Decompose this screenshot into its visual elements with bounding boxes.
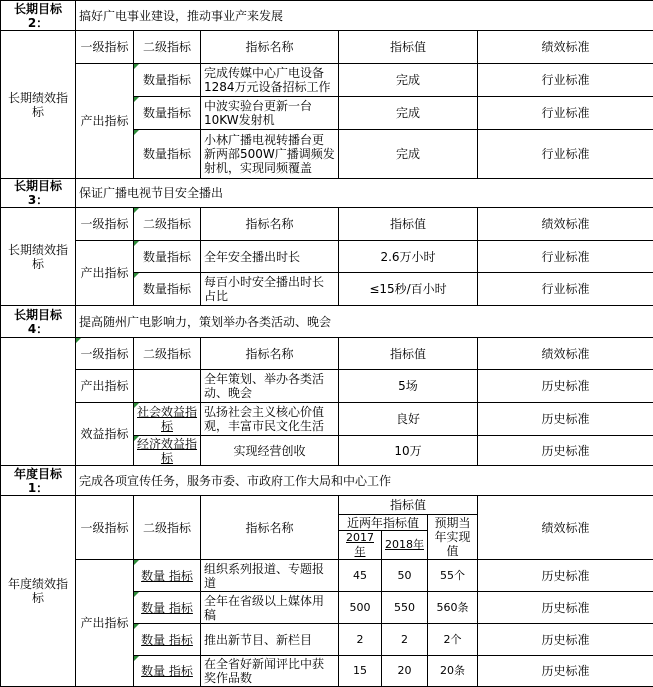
goal4-row3-l2: 经济效益指标 <box>134 436 201 466</box>
goal3-row2-name: 每百小时安全播出时长占比 <box>201 273 339 306</box>
annual1-header-standard: 绩效标准 <box>478 496 653 560</box>
goal3-text: 保证广播电视节目安全播出 <box>76 179 653 208</box>
annual1-row3-l2: 数量 指标 <box>134 624 201 656</box>
goal4-text: 提高随州广电影响力，策划举办各类活动、晚会 <box>76 306 653 338</box>
annual1-year2: 2018年 <box>382 531 428 560</box>
header-value: 指标值 <box>339 338 478 370</box>
goal3-row1-name: 全年安全播出时长 <box>201 241 339 273</box>
annual1-row1-standard: 历史标准 <box>478 560 653 592</box>
annual1-output-label: 产出指标 <box>76 560 134 687</box>
annual1-year1: 2017 年 <box>339 531 382 560</box>
header-level1: 一级指标 <box>76 208 134 241</box>
goal4-row3-value: 10万 <box>339 436 478 466</box>
header-value: 指标值 <box>339 208 478 241</box>
header-standard: 绩效标准 <box>478 31 653 64</box>
annual1-header-level1: 一级指标 <box>76 496 134 560</box>
goal2-row3-standard: 行业标准 <box>478 130 653 179</box>
header-level2: 二级指标 <box>134 31 201 64</box>
annual1-row1-name: 组织系列报道、专题报道 <box>201 560 339 592</box>
header-level1: 一级指标 <box>76 31 134 64</box>
header-value: 指标值 <box>339 31 478 64</box>
header-name: 指标名称 <box>201 338 339 370</box>
goal4-row1-standard: 历史标准 <box>478 370 653 403</box>
annual1-row4-v3: 20条 <box>428 656 478 687</box>
header-level2: 二级指标 <box>134 338 201 370</box>
goal4-row2-name: 弘扬社会主义核心价值观，丰富市民文化生活 <box>201 403 339 436</box>
goal4-benefit-label: 效益指标 <box>76 403 134 466</box>
header-name: 指标名称 <box>201 208 339 241</box>
annual1-row3-v2: 2 <box>382 624 428 656</box>
goal2-label: 长期目标2： <box>1 1 76 31</box>
header-level1: 一级指标 <box>76 338 134 370</box>
goal4-row2-l2: 社会效益指标 <box>134 403 201 436</box>
annual1-row1-v2: 50 <box>382 560 428 592</box>
annual1-row3-v3: 2个 <box>428 624 478 656</box>
annual1-row4-standard: 历史标准 <box>478 656 653 687</box>
goal4-label: 长期目标4： <box>1 306 76 338</box>
goal4-row1-name: 全年策划、举办各类活动、晚会 <box>201 370 339 403</box>
annual1-row2-v3: 560条 <box>428 592 478 624</box>
goal2-perf-label: 长期绩效指标 <box>1 31 76 179</box>
annual1-expected-header: 预期当年实现值 <box>428 515 478 560</box>
annual1-row2-standard: 历史标准 <box>478 592 653 624</box>
goal2-row3-value: 完成 <box>339 130 478 179</box>
goal2-row1-value: 完成 <box>339 64 478 97</box>
annual1-row2-v2: 550 <box>382 592 428 624</box>
header-level2: 二级指标 <box>134 208 201 241</box>
annual1-row2-l2: 数量 指标 <box>134 592 201 624</box>
goal3-label: 长期目标3： <box>1 179 76 208</box>
annual1-row4-l2: 数量 指标 <box>134 656 201 687</box>
goal4-row3-name: 实现经营创收 <box>201 436 339 466</box>
annual1-recent-header: 近两年指标值 <box>339 515 428 531</box>
goal4-row2-value: 良好 <box>339 403 478 436</box>
goal3-perf-label: 长期绩效指标 <box>1 208 76 306</box>
annual1-value-header: 指标值 <box>339 496 478 515</box>
goal4-row1-value: 5场 <box>339 370 478 403</box>
annual1-header-level2: 二级指标 <box>134 496 201 560</box>
goal2-row3-name: 小林广播电视转播台更新两部500W广播调频发射机，实现同频覆盖 <box>201 130 339 179</box>
goal3-row1-l2: 数量指标 <box>134 241 201 273</box>
goal3-row2-standard: 行业标准 <box>478 273 653 306</box>
goal2-row1-standard: 行业标准 <box>478 64 653 97</box>
annual1-row1-v3: 55个 <box>428 560 478 592</box>
goal3-row1-value: 2.6万小时 <box>339 241 478 273</box>
goal2-row2-value: 完成 <box>339 97 478 130</box>
annual1-row2-name: 全年在省级以上媒体用稿 <box>201 592 339 624</box>
annual1-label: 年度目标1： <box>1 466 76 496</box>
goal2-row3-l2: 数量指标 <box>134 130 201 179</box>
goal2-output-label: 产出指标 <box>76 64 134 179</box>
goal4-row2-standard: 历史标准 <box>478 403 653 436</box>
goal3-row1-standard: 行业标准 <box>478 241 653 273</box>
goal2-row2-l2: 数量指标 <box>134 97 201 130</box>
annual1-row1-v1: 45 <box>339 560 382 592</box>
goal4-blank <box>1 338 76 466</box>
annual1-header-name: 指标名称 <box>201 496 339 560</box>
annual1-row3-standard: 历史标准 <box>478 624 653 656</box>
goal4-row3-standard: 历史标准 <box>478 436 653 466</box>
header-name: 指标名称 <box>201 31 339 64</box>
goal3-output-label: 产出指标 <box>76 241 134 306</box>
annual1-perf-label: 年度绩效指标 <box>1 496 76 687</box>
goal2-row1-l2: 数量指标 <box>134 64 201 97</box>
annual1-text: 完成各项宣传任务，服务市委、市政府工作大局和中心工作 <box>76 466 653 496</box>
goal2-row1-name: 完成传媒中心广电设备1284万元设备招标工作 <box>201 64 339 97</box>
header-standard: 绩效标准 <box>478 208 653 241</box>
goal4-row1-l2 <box>134 370 201 403</box>
annual1-row1-l2: 数量 指标 <box>134 560 201 592</box>
goal2-text: 搞好广电事业建设，推动事业产来发展 <box>76 1 653 31</box>
annual1-row2-v1: 500 <box>339 592 382 624</box>
goal2-row2-name: 中波实验台更新一台10KW发射机 <box>201 97 339 130</box>
header-standard: 绩效标准 <box>478 338 653 370</box>
annual1-row4-v2: 20 <box>382 656 428 687</box>
goal3-row2-l2: 数量指标 <box>134 273 201 306</box>
goal2-row2-standard: 行业标准 <box>478 97 653 130</box>
goal3-row2-value: ≤15秒/百小时 <box>339 273 478 306</box>
goal4-output-label: 产出指标 <box>76 370 134 403</box>
annual1-row4-v1: 15 <box>339 656 382 687</box>
annual1-row3-name: 推出新节目、新栏目 <box>201 624 339 656</box>
annual1-row3-v1: 2 <box>339 624 382 656</box>
annual1-row4-name: 在全省好新闻评比中获奖作品数 <box>201 656 339 687</box>
